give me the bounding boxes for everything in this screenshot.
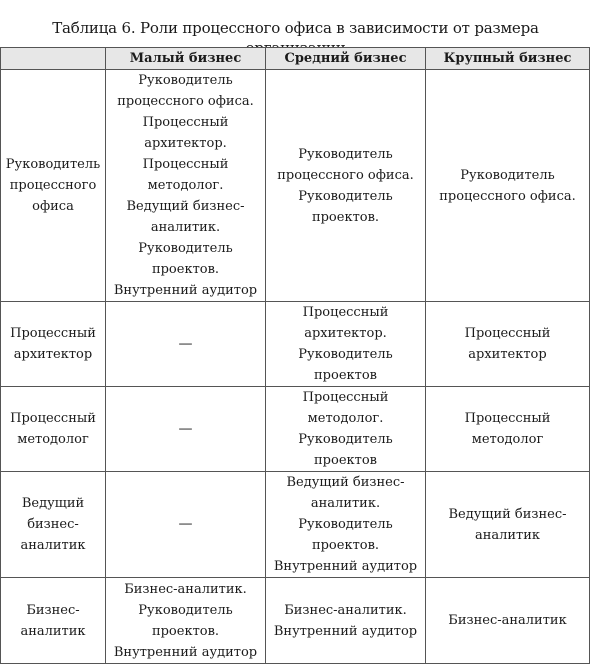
cell-text-line: проектов. bbox=[151, 262, 220, 277]
large-business-cell bbox=[426, 70, 590, 302]
cell-text-line: аналитик. bbox=[150, 220, 221, 235]
empty-dash: — bbox=[178, 516, 193, 532]
table-row bbox=[1, 70, 590, 302]
cell-text-line: Процессный bbox=[10, 411, 96, 426]
cell-text-line: Руководитель bbox=[460, 167, 555, 183]
empty-dash: — bbox=[178, 420, 193, 437]
table-row bbox=[1, 578, 590, 664]
cell-text-line: Ведущий бизнес- bbox=[286, 475, 405, 490]
cell-text-line: архитектор bbox=[468, 347, 547, 362]
cell-text-line: аналитик bbox=[474, 527, 541, 543]
cell-text-line: Ведущий bbox=[21, 496, 85, 511]
cell-text-line: Руководитель bbox=[298, 517, 393, 532]
cell-text-line: проектов. bbox=[311, 209, 380, 225]
cell-text-line: проектов bbox=[314, 453, 377, 468]
cell-text-line: Внутренний аудитор bbox=[273, 623, 418, 639]
small-business-cell bbox=[106, 472, 266, 578]
cell-text-line: Руководитель bbox=[138, 73, 233, 88]
small-business-cell bbox=[106, 387, 266, 472]
role-cell bbox=[1, 70, 106, 302]
cell-text-line: аналитик. bbox=[310, 496, 381, 511]
large-business-cell bbox=[426, 472, 590, 578]
cell-text-line: аналитик bbox=[20, 623, 86, 639]
cell-text-line: Внутренний аудитор bbox=[113, 644, 258, 660]
cell-text-line: аналитик bbox=[20, 538, 86, 553]
cell-text-line: Ведущий бизнес- bbox=[126, 199, 245, 214]
header-cell-role bbox=[1, 48, 106, 70]
role-cell bbox=[1, 302, 106, 387]
cell-text-line: методолог bbox=[471, 432, 544, 447]
cell-text-line: Процессный bbox=[464, 326, 551, 341]
small-business-cell bbox=[106, 70, 266, 302]
header-cell-medium-business: Средний бизнес bbox=[266, 48, 426, 70]
cell-text-line: Руководитель bbox=[298, 432, 393, 447]
cell-text-line: Бизнес- bbox=[26, 602, 80, 618]
cell-text-line: бизнес- bbox=[27, 517, 79, 532]
cell-text-line: архитектор. bbox=[304, 326, 387, 341]
cell-text-line: Внутренний аудитор bbox=[113, 283, 258, 298]
large-business-cell bbox=[426, 578, 590, 664]
cell-text-line: Бизнес-аналитик. bbox=[284, 602, 407, 618]
medium-business-cell bbox=[266, 472, 426, 578]
table-header-row bbox=[1, 48, 590, 70]
cell-text-line: Бизнес-аналитик. bbox=[124, 581, 247, 597]
header-cell-small-business: Малый бизнес bbox=[106, 48, 266, 70]
cell-text-line: офиса bbox=[32, 199, 74, 214]
cell-text-line: методолог. bbox=[147, 178, 224, 193]
table-row bbox=[1, 472, 590, 578]
cell-text-line: Бизнес-аналитик bbox=[448, 613, 567, 628]
cell-text-line: процессного офиса. bbox=[439, 188, 576, 204]
medium-business-cell bbox=[266, 387, 426, 472]
cell-text-line: проектов. bbox=[151, 623, 220, 639]
small-business-cell bbox=[106, 578, 266, 664]
cell-text-line: процессного офиса. bbox=[277, 167, 414, 183]
cell-text-line: процессного офиса. bbox=[117, 94, 254, 109]
cell-text-line: процессного bbox=[9, 178, 97, 193]
cell-text-line: методолог. bbox=[307, 411, 384, 426]
cell-text-line: Процессный bbox=[10, 326, 96, 341]
cell-text-line: Ведущий бизнес- bbox=[448, 506, 567, 522]
cell-text-line: Внутренний аудитор bbox=[273, 559, 418, 574]
table-row bbox=[1, 302, 590, 387]
medium-business-cell bbox=[266, 70, 426, 302]
large-business-cell bbox=[426, 302, 590, 387]
cell-text-line: архитектор bbox=[13, 347, 93, 362]
cell-text-line: методолог bbox=[17, 432, 89, 447]
cell-text-line: проектов. bbox=[311, 538, 380, 553]
medium-business-cell bbox=[266, 302, 426, 387]
role-cell bbox=[1, 578, 106, 664]
cell-text-line: Процессный bbox=[142, 115, 229, 130]
cell-text-line: Руководитель bbox=[298, 188, 393, 204]
cell-text-line: Процессный bbox=[142, 157, 229, 172]
small-business-cell bbox=[106, 302, 266, 387]
cell-text-line: Процессный bbox=[302, 390, 389, 405]
cell-text-line: Руководитель bbox=[5, 157, 101, 172]
empty-dash: — bbox=[178, 335, 193, 352]
role-cell bbox=[1, 472, 106, 578]
role-cell bbox=[1, 387, 106, 472]
cell-text-line: Руководитель bbox=[298, 146, 393, 162]
cell-text-line: Руководитель bbox=[138, 241, 233, 256]
roles-table bbox=[0, 47, 590, 664]
cell-text-line: Процессный bbox=[302, 305, 389, 320]
cell-text-line: проектов bbox=[314, 368, 377, 383]
medium-business-cell bbox=[266, 578, 426, 664]
table-caption: Таблица 6. Роли процессного офиса в зависимости от размера bbox=[52, 19, 539, 37]
large-business-cell bbox=[426, 387, 590, 472]
cell-text-line: архитектор. bbox=[144, 136, 227, 151]
header-cell-large-business: Крупный бизнес bbox=[426, 48, 590, 70]
cell-text-line: Руководитель bbox=[298, 347, 393, 362]
table-row bbox=[1, 387, 590, 472]
cell-text-line: Руководитель bbox=[138, 602, 233, 618]
cell-text-line: Процессный bbox=[464, 411, 551, 426]
